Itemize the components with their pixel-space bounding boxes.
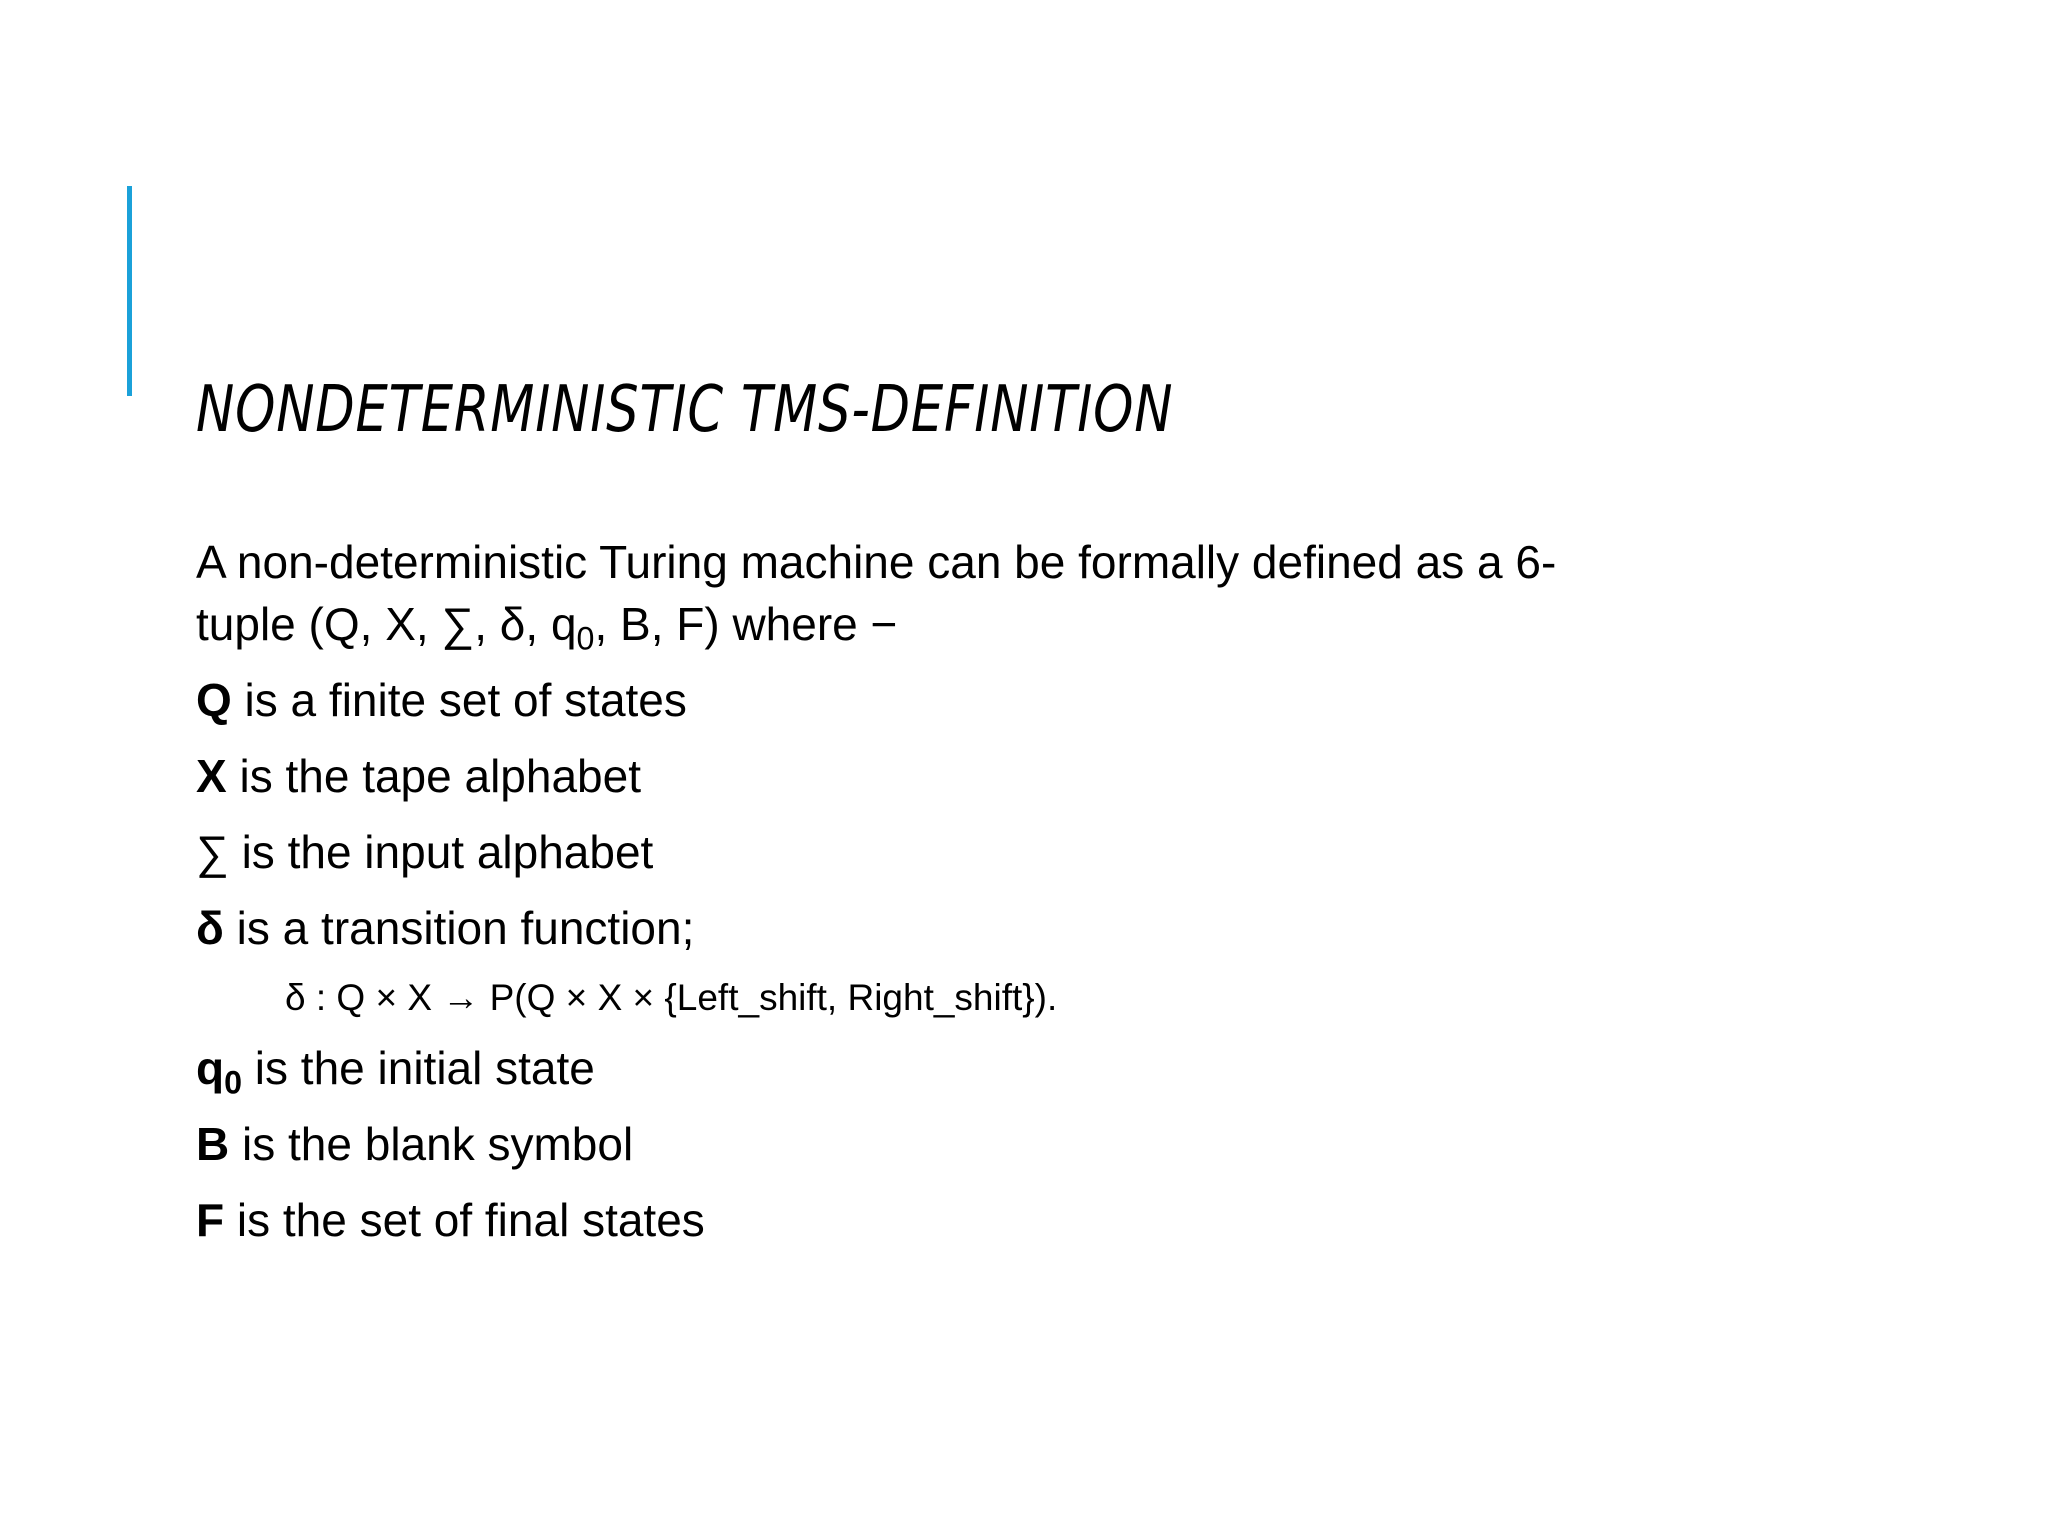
definition-term: Q [196, 674, 232, 726]
definition-item-sigma [196, 821, 1756, 883]
definition-term: X [196, 750, 227, 802]
intro-paragraph [196, 531, 1756, 655]
definition-item-q0 [196, 1037, 1756, 1099]
definition-desc: is the set of final states [224, 1194, 705, 1246]
definition-desc: is a transition function; [223, 902, 695, 954]
slide-body [196, 531, 1756, 1251]
intro-line-1: A non-deterministic Turing machine can be formally defined as a 6- [196, 536, 1557, 588]
definition-desc: is the initial state [242, 1042, 595, 1094]
definition-term [196, 1042, 243, 1101]
definition-desc: is a finite set of states [231, 674, 687, 726]
definition-desc: is the blank symbol [229, 1118, 634, 1170]
slide-title: NONDETERMINISTIC TMS-DEFINITION [196, 373, 1174, 447]
definition-desc: is the tape alphabet [226, 750, 642, 802]
definition-term-base: q [196, 1042, 225, 1094]
intro-line-2-pre: tuple (Q, X, ∑, δ, q [196, 598, 577, 650]
transition-formula: δ : Q × X → P(Q × X × {Left_shift, Right_shift}). [285, 977, 1058, 1018]
definition-item-q [196, 669, 1756, 731]
definition-term: B [196, 1118, 230, 1170]
definition-desc: is the input alphabet [228, 826, 654, 878]
definition-item-delta [196, 897, 1756, 959]
definition-term: F [196, 1194, 225, 1246]
definition-item-f [196, 1189, 1756, 1251]
definition-term: ∑ [196, 826, 229, 878]
intro-line-2-post: , B, F) where − [594, 598, 898, 650]
definition-term: δ [196, 902, 224, 954]
definition-item-b [196, 1113, 1756, 1175]
definition-item-x [196, 745, 1756, 807]
accent-bar [127, 186, 132, 396]
intro-line-2-sub: 0 [576, 620, 595, 657]
definition-term-sub: 0 [224, 1064, 243, 1101]
